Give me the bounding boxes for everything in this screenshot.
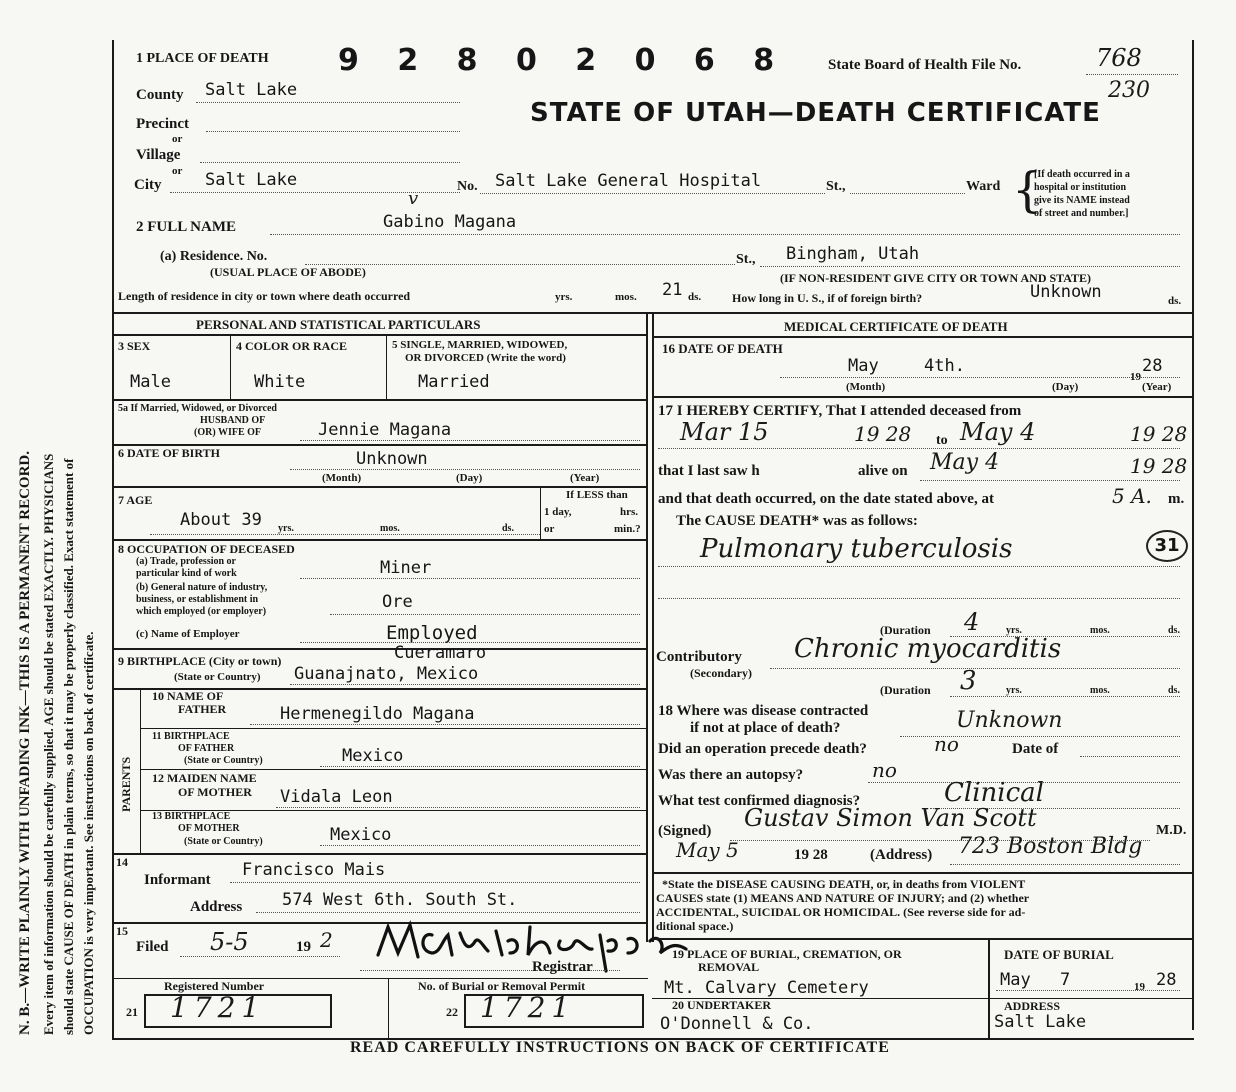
- birthplace-label: 9 BIRTHPLACE (City or town): [118, 654, 282, 668]
- ward-label: Ward: [966, 179, 1001, 194]
- father-birthplace-label-1: 11 BIRTHPLACE: [152, 731, 230, 742]
- sex-label: 3 SEX: [118, 339, 151, 353]
- rule-section-title-left: [112, 334, 648, 336]
- box-21-label: 21: [126, 1005, 138, 1019]
- cause-code-circle: 31: [1146, 530, 1188, 562]
- county-label: County: [136, 87, 184, 103]
- cause-of-death-value: Pulmonary tuberculosis: [700, 534, 1013, 564]
- hospital-note-1: [If death occurred in a: [1034, 169, 1130, 180]
- precinct-label: Precinct: [136, 116, 190, 132]
- mother-birthplace-value: Mexico: [330, 825, 392, 845]
- date-of-death-year-prefix: 19: [1130, 371, 1141, 383]
- operation-label: Did an operation precede death?: [658, 741, 867, 757]
- operation-value: no: [934, 732, 959, 756]
- residence-label: (a) Residence. No.: [160, 249, 268, 264]
- or-label-2: or: [172, 165, 183, 177]
- usual-abode-label: (USUAL PLACE OF ABODE): [210, 265, 366, 279]
- nonresident-note: (IF NON-RESIDENT GIVE CITY OR TOWN AND STATE): [780, 271, 1092, 285]
- burial-permit-value: 1721: [480, 991, 576, 1024]
- less-than-label: If LESS than: [566, 489, 628, 501]
- hospital-note-3: give its NAME instead: [1034, 195, 1130, 206]
- filed-number: 15: [116, 924, 128, 938]
- certify-text: 17 I HEREBY CERTIFY, That I attended deceased from: [658, 403, 1022, 419]
- date-of-death-line: [780, 377, 1180, 378]
- death-occurred-label: and that death occurred, on the date stated above, at: [658, 491, 994, 507]
- less-one-day-label: 1 day,: [544, 506, 572, 518]
- contributory-label: Contributory: [656, 649, 742, 665]
- hospital-note-2: hospital or institution: [1034, 182, 1127, 193]
- file-number: 768: [1096, 44, 1142, 72]
- rule-signed-bottom: [652, 872, 1194, 874]
- age-line: [150, 534, 540, 535]
- burial-year-value: 28: [1156, 970, 1177, 990]
- test-label: What test confirmed diagnosis?: [658, 793, 861, 809]
- undertaker-value: O'Donnell & Co.: [660, 1014, 814, 1034]
- informant-line: [230, 882, 640, 883]
- test-value: Clinical: [944, 778, 1044, 808]
- filed-label: Filed: [136, 939, 169, 955]
- mother-birthplace-line: [320, 845, 640, 846]
- street-no-label: No.: [457, 179, 478, 194]
- margin-note-1: N. B.—WRITE PLAINLY WITH UNFADING INK—THIS IS A PERMANENT RECORD.: [17, 451, 33, 1035]
- attended-from-year: 19 28: [854, 422, 912, 446]
- hospital-note-4: of street and number.]: [1034, 208, 1129, 219]
- duration-1-mos: mos.: [1090, 625, 1110, 636]
- rule-footnote-bottom: [652, 938, 1194, 940]
- mother-value: Vidala Leon: [280, 787, 393, 807]
- burial-label-2: REMOVAL: [698, 960, 760, 974]
- occupation-b-1: (b) General nature of industry,: [136, 582, 268, 593]
- undertaker-label: 20 UNDERTAKER: [672, 998, 772, 1012]
- rule-sex-row: [112, 399, 648, 401]
- footer-instructions: READ CAREFULLY INSTRUCTIONS ON BACK OF CERTIFICATE: [350, 1039, 890, 1056]
- birthplace-state-label: (State or Country): [174, 671, 261, 683]
- filed-line: [180, 956, 340, 957]
- footnote-1: *State the DISEASE CAUSING DEATH, or, in deaths from VIOLENT: [662, 877, 1026, 891]
- rule-dob-row: [112, 486, 648, 488]
- village-line: [200, 162, 460, 163]
- personal-section-title: PERSONAL AND STATISTICAL PARTICULARS: [196, 317, 481, 332]
- marital-label-2: OR DIVORCED (Write the word): [405, 352, 566, 364]
- occupation-b-3: which employed (or employer): [136, 606, 267, 617]
- footnote-3: ACCIDENTAL, SUICIDAL OR HOMICIDAL. (See reverse side for ad-: [656, 905, 1026, 919]
- filed-year-value: 2: [320, 928, 333, 952]
- less-hrs-label: hrs.: [620, 506, 639, 518]
- county-value: Salt Lake: [205, 80, 298, 100]
- column-divider-inner: [652, 312, 654, 942]
- dod-year-label: (Year): [1142, 381, 1172, 393]
- filed-year-label: 19: [296, 939, 311, 955]
- duration-label-1: (Duration: [880, 623, 931, 637]
- less-min-label: min.?: [614, 523, 641, 535]
- secondary-label: (Secondary): [690, 666, 752, 680]
- mother-line: [276, 807, 640, 808]
- employer-label: (c) Name of Employer: [136, 628, 240, 640]
- color-label: 4 COLOR OR RACE: [236, 339, 348, 353]
- rule-age-row: [112, 539, 648, 541]
- box-divider: [388, 978, 389, 1038]
- residence-value: Bingham, Utah: [786, 244, 920, 264]
- last-saw-label-2: alive on: [858, 463, 908, 479]
- burial-date-label: DATE OF BURIAL: [1004, 947, 1114, 962]
- occupation-a-2: particular kind of work: [136, 568, 237, 579]
- death-time-value: 5 A.: [1112, 484, 1152, 508]
- duration-2-yrs: yrs.: [1006, 685, 1022, 696]
- duration-1-yrs: yrs.: [1006, 625, 1022, 636]
- village-label: Village: [136, 147, 181, 163]
- occupation-b-2: business, or establishment in: [136, 594, 259, 605]
- dod-day-label: (Day): [1052, 381, 1079, 393]
- column-divider: [646, 312, 648, 942]
- undertaker-address-label: ADDRESS: [1004, 999, 1061, 1013]
- date-of-death-year: 28: [1142, 356, 1163, 376]
- dob-label: 6 DATE OF BIRTH: [118, 446, 220, 460]
- length-yrs-label: yrs.: [555, 291, 573, 303]
- parents-divider: [140, 688, 141, 854]
- q18-label-b: if not at place of death?: [690, 720, 841, 736]
- date-of-death-day: 4th.: [924, 356, 965, 376]
- ward-line: [850, 193, 965, 194]
- contributory-value: Chronic myocarditis: [794, 634, 1062, 664]
- registered-number-label: Registered Number: [164, 979, 265, 993]
- margin-note-4: OCCUPATION is very important. See instructions on back of certificate.: [81, 631, 96, 1035]
- occupation-line: [300, 578, 640, 579]
- age-value: About 39: [180, 510, 262, 530]
- occupation-value: Miner: [380, 558, 432, 578]
- rule-parents-bottom: [112, 853, 648, 855]
- informant-label: Informant: [144, 872, 211, 888]
- mother-label-2: OF MOTHER: [178, 785, 252, 799]
- informant-number: 14: [116, 855, 128, 869]
- burial-date-line: [996, 990, 1180, 991]
- precinct-line: [206, 131, 460, 132]
- spouse-label-1: 5a If Married, Widowed, or Divorced: [118, 403, 277, 414]
- sex-value: Male: [130, 372, 171, 392]
- undertaker-address-value: Salt Lake: [994, 1012, 1087, 1032]
- margin-note-3: should state CAUSE OF DEATH in plain terms, so that it may be properly classified. Exact statement of: [61, 458, 76, 1035]
- length-mos-label: mos.: [615, 291, 637, 303]
- color-value: White: [254, 372, 306, 392]
- parents-label: PARENTS: [119, 756, 133, 812]
- length-days-value: 21: [662, 280, 683, 300]
- document-title: STATE OF UTAH—DEATH CERTIFICATE: [530, 98, 1101, 128]
- burial-divider: [988, 938, 990, 1038]
- mother-birthplace-label-1: 13 BIRTHPLACE: [152, 811, 231, 822]
- attended-to-label: to: [936, 433, 948, 448]
- father-birthplace-label-2: OF FATHER: [178, 743, 235, 754]
- duration-2-mos: mos.: [1090, 685, 1110, 696]
- age-ds-label: ds.: [502, 523, 514, 534]
- industry-value: Ore: [382, 592, 413, 612]
- birthplace-city-value: Cueramaro: [394, 643, 487, 663]
- street-value: Salt Lake General Hospital: [495, 171, 762, 191]
- footnote-4: ditional space.): [656, 919, 734, 933]
- rule-section-title-right: [652, 336, 1194, 338]
- spouse-label-3: (OR) WIFE OF: [194, 427, 262, 438]
- industry-line: [330, 614, 640, 615]
- color-divider: [386, 336, 387, 400]
- father-value: Hermenegildo Magana: [280, 704, 475, 724]
- place-of-death-label: 1 PLACE OF DEATH: [136, 51, 269, 66]
- spouse-line: [300, 440, 640, 441]
- residence-no-line: [305, 264, 735, 265]
- father-line: [250, 724, 640, 725]
- full-name-line: [270, 234, 1180, 235]
- certificate-serial-number: 9 2 8 0 2 0 6 8: [338, 43, 789, 78]
- marital-value: Married: [418, 372, 490, 392]
- dob-month-label: (Month): [322, 472, 362, 484]
- city-value: Salt Lake: [205, 170, 298, 190]
- attended-to-year: 19 28: [1130, 422, 1188, 446]
- sex-divider: [230, 336, 231, 400]
- file-number-label: State Board of Health File No.: [828, 57, 1022, 73]
- frame-right: [1192, 40, 1194, 1030]
- signed-address-line: [950, 864, 1180, 865]
- last-saw-line: [920, 480, 1180, 481]
- cause-label: The CAUSE DEATH* was as follows:: [676, 513, 918, 529]
- less-or-label: or: [544, 523, 555, 535]
- operation-line: [1080, 756, 1180, 757]
- date-of-death-month: May: [848, 356, 879, 376]
- signed-address-value: 723 Boston Bldg: [958, 834, 1143, 859]
- rule-dod-row: [652, 396, 1194, 398]
- registrar-label: Registrar: [532, 959, 593, 975]
- mother-birthplace-label-2: OF MOTHER: [178, 823, 240, 834]
- father-label-2: FATHER: [178, 702, 227, 716]
- burial-year-prefix: 19: [1134, 981, 1145, 993]
- dob-value: Unknown: [356, 449, 428, 469]
- signed-address-label: (Address): [870, 847, 933, 863]
- spouse-label-2: HUSBAND OF: [200, 415, 266, 426]
- last-saw-year: 19 28: [1130, 454, 1188, 478]
- box-22-label: 22: [446, 1005, 458, 1019]
- date-of-label: Date of: [1012, 741, 1059, 757]
- attended-to-date: May 4: [960, 418, 1036, 446]
- registered-number-value: 1721: [170, 991, 266, 1024]
- mother-label-1: 12 MAIDEN NAME: [152, 771, 257, 785]
- residence-st-label: St.,: [736, 252, 756, 267]
- attended-from-date: Mar 15: [680, 418, 769, 446]
- signed-year: 19 28: [794, 847, 828, 863]
- cause-line-2: [658, 598, 1180, 599]
- full-name-label: 2 FULL NAME: [136, 219, 237, 235]
- street-line: [480, 193, 825, 194]
- mother-birthplace-label-3: (State or Country): [184, 836, 263, 847]
- last-saw-label-1: that I last saw h: [658, 463, 760, 479]
- spouse-value: Jennie Magana: [318, 420, 452, 440]
- md-label: M.D.: [1156, 823, 1187, 838]
- how-long-value: Unknown: [1030, 282, 1102, 302]
- residence-line: [760, 266, 1180, 267]
- filed-date-value: 5-5: [210, 928, 249, 956]
- dob-year-label: (Year): [570, 472, 600, 484]
- informant-value: Francisco Mais: [242, 860, 386, 880]
- signed-date: May 5: [676, 838, 739, 862]
- dob-line: [290, 469, 640, 470]
- file-number-secondary: 230: [1108, 78, 1150, 103]
- father-birthplace-value: Mexico: [342, 746, 404, 766]
- how-long-label: How long in U. S., if of foreign birth?: [732, 291, 923, 305]
- birthplace-line: [290, 684, 640, 685]
- length-ds-label: ds.: [688, 291, 702, 303]
- rule-father-row: [140, 728, 648, 729]
- how-long-ds-label: ds.: [1168, 295, 1182, 307]
- marital-label-1: 5 SINGLE, MARRIED, WIDOWED,: [392, 339, 568, 351]
- autopsy-label: Was there an autopsy?: [658, 767, 804, 783]
- autopsy-value: no: [872, 758, 897, 782]
- margin-note-2: Every item of information should be carefully supplied. AGE should be stated EXACTLY. PHYSICIANS: [41, 453, 56, 1035]
- last-saw-date: May 4: [930, 450, 1000, 475]
- father-birthplace-line: [320, 766, 640, 767]
- full-name-value: Gabino Magana: [383, 212, 517, 232]
- burial-place-value: Mt. Calvary Cemetery: [664, 978, 869, 998]
- rule-father-birth-row: [140, 769, 648, 770]
- duration-1-value: 4: [964, 608, 980, 636]
- burial-day-value: 7: [1060, 970, 1071, 990]
- physician-signature: Gustav Simon Van Scott: [744, 804, 1037, 832]
- father-birthplace-label-3: (State or Country): [184, 755, 263, 766]
- contracted-value: Unknown: [956, 708, 1063, 733]
- age-mos-label: mos.: [380, 523, 400, 534]
- attended-line: [658, 448, 1180, 449]
- rule-occupation-row: [112, 648, 648, 650]
- city-label: City: [134, 177, 162, 193]
- age-yrs-label: yrs.: [278, 523, 294, 534]
- occupation-a-1: (a) Trade, profession or: [136, 556, 236, 567]
- burial-month-value: May: [1000, 970, 1031, 990]
- duration-2-value: 3: [960, 666, 977, 696]
- or-label-1: or: [172, 133, 183, 145]
- medical-section-title: MEDICAL CERTIFICATE OF DEATH: [784, 319, 1008, 334]
- informant-address-label: Address: [190, 899, 243, 915]
- st-label: St.,: [826, 179, 846, 194]
- hospital-note-brace: {: [1012, 162, 1043, 218]
- footnote-2: CAUSES state (1) MEANS AND NATURE OF INJURY; and (2) whether: [656, 891, 1030, 905]
- father-label-1: 10 NAME OF: [152, 689, 224, 703]
- age-label: 7 AGE: [118, 493, 153, 507]
- employer-value: Employed: [386, 622, 478, 644]
- burial-label-1: 19 PLACE OF BURIAL, CREMATION, OR: [672, 947, 902, 961]
- duration-1-ds: ds.: [1168, 625, 1180, 636]
- length-of-residence-label: Length of residence in city or town where death occurred: [118, 289, 411, 303]
- file-number-line: [1086, 74, 1178, 75]
- dob-day-label: (Day): [456, 472, 483, 484]
- check-mark: v: [408, 188, 419, 209]
- q18-label-a: 18 Where was disease contracted: [658, 703, 869, 719]
- birthplace-state-value: Guanajnato, Mexico: [294, 664, 479, 684]
- dod-month-label: (Month): [846, 381, 886, 393]
- age-divider: [540, 486, 541, 540]
- signed-label: (Signed): [658, 823, 712, 839]
- death-time-m-label: m.: [1168, 491, 1185, 507]
- duration-label-2: (Duration: [880, 683, 931, 697]
- duration-2-ds: ds.: [1168, 685, 1180, 696]
- date-of-death-label: 16 DATE OF DEATH: [662, 341, 783, 356]
- cause-line: [658, 566, 1180, 567]
- county-line: [196, 102, 460, 103]
- informant-address-value: 574 West 6th. South St.: [282, 890, 518, 910]
- duration-2-line: [950, 696, 1180, 697]
- burial-permit-label: No. of Burial or Removal Permit: [418, 979, 586, 993]
- occupation-label: 8 OCCUPATION OF DECEASED: [118, 542, 295, 556]
